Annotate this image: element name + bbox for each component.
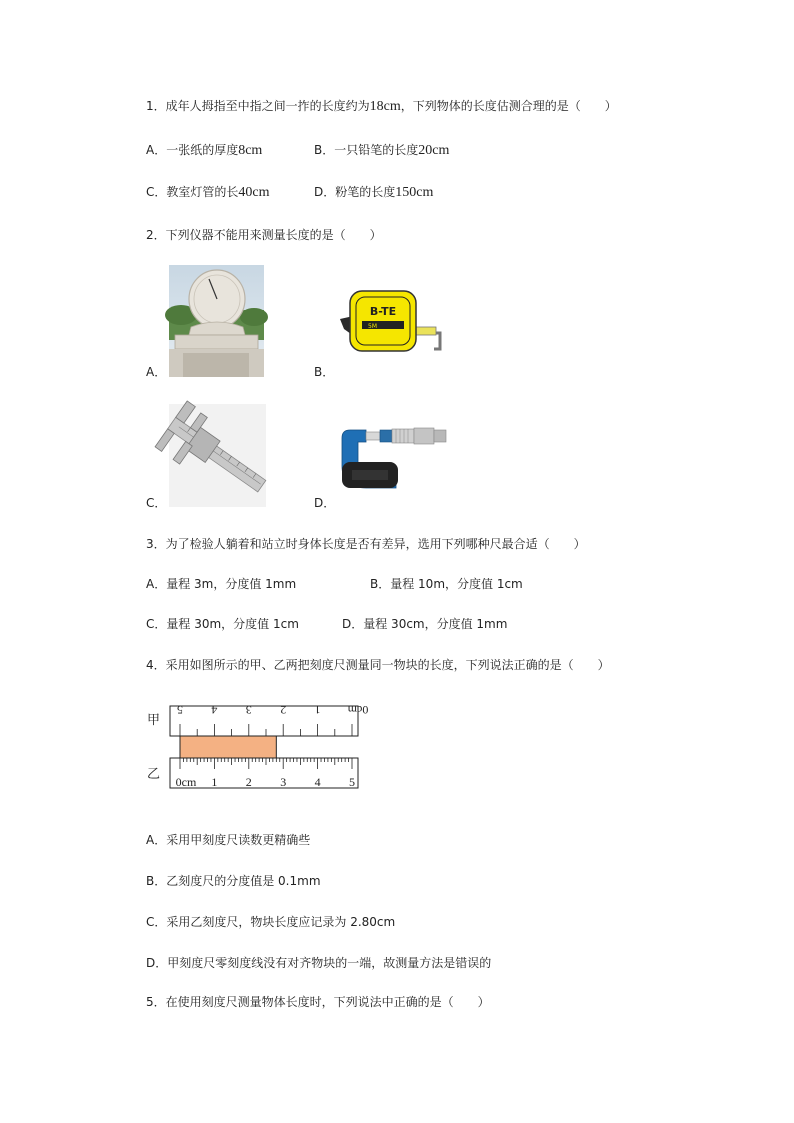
tape-sub-text: 5M xyxy=(368,323,377,330)
q1-option-d xyxy=(314,184,433,201)
ruler-a-tick-label: 2 xyxy=(280,703,287,717)
ruler-a-tick-label: 5 xyxy=(177,703,183,717)
micrometer-illustration xyxy=(336,418,450,494)
ruler-b-label: 乙 xyxy=(147,767,161,782)
tape-brand-text: B-TE xyxy=(369,305,397,318)
ruler-diagram xyxy=(145,700,369,795)
micrometer-image xyxy=(336,418,450,494)
q1-stem-value: 18cm xyxy=(369,99,401,114)
ruler-b-tick-label: 5 xyxy=(349,775,355,789)
q1-option-a xyxy=(146,142,262,159)
q2-option-b: B． xyxy=(314,365,335,379)
q2-option-c: C． xyxy=(146,496,167,510)
ruler-b-tick-label: 2 xyxy=(245,775,252,789)
ruler-b-tick-label: 0cm xyxy=(175,775,197,789)
ruler-a-tick-label: 1 xyxy=(314,703,321,717)
wood-block xyxy=(180,736,276,758)
ruler-a-label: 甲 xyxy=(147,713,161,728)
ruler-b-tick-label: 1 xyxy=(211,775,218,789)
q1-stem-part2: ，下列物体的长度估测合理的是（ ） xyxy=(400,99,617,113)
q2-option-d: D． xyxy=(314,496,336,510)
tape-measure-image xyxy=(336,283,444,361)
q1-option-b-value: 20cm xyxy=(418,143,450,158)
q4-option-d: D．甲刻度尺零刻度线没有对齐物块的一端，故测量方法是错误的 xyxy=(146,956,492,970)
q4-stem: 4．采用如图所示的甲、乙两把刻度尺测量同一物块的长度，下列说法正确的是（ ） xyxy=(146,658,610,672)
q4-option-b: B．乙刻度尺的分度值是 0.1mm xyxy=(146,874,321,888)
q1-option-a-value: 8cm xyxy=(238,143,263,158)
q1-option-a-text: A．一张纸的厚度 xyxy=(146,143,239,157)
vernier-caliper-illustration xyxy=(169,404,266,507)
vernier-caliper-image xyxy=(169,404,266,507)
q1-option-c-value: 40cm xyxy=(238,185,270,200)
sundial-image xyxy=(169,265,264,377)
q2-option-a: A． xyxy=(146,365,167,379)
q1-option-c xyxy=(146,184,270,201)
ruler-a-tick-label: 3 xyxy=(245,703,252,717)
q1-option-d-value: 150cm xyxy=(395,185,434,200)
q4-option-c: C．采用乙刻度尺，物块长度应记录为 2.80cm xyxy=(146,915,396,929)
q1-option-d-text: D．粉笔的长度 xyxy=(314,185,396,199)
tape-measure-illustration xyxy=(336,283,444,361)
q1-stem-part1: 1．成年人拇指至中指之间一拃的长度约为 xyxy=(146,99,370,113)
ruler-a-tick-label: 4 xyxy=(211,703,218,717)
q3-stem: 3．为了检验人躺着和站立时身体长度是否有差异，选用下列哪种尺最合适（ ） xyxy=(146,537,586,551)
q5-stem: 5．在使用刻度尺测量物体长度时，下列说法中正确的是（ ） xyxy=(146,995,490,1009)
q1-option-b xyxy=(314,142,449,159)
q4-option-a: A．采用甲刻度尺读数更精确些 xyxy=(146,833,311,847)
q1-stem xyxy=(146,98,617,115)
ruler-figure xyxy=(145,700,369,795)
ruler-b-tick-label: 3 xyxy=(280,775,287,789)
q3-option-c: C．量程 30m，分度值 1cm xyxy=(146,617,299,631)
sundial-illustration xyxy=(169,265,264,377)
q3-option-a: A．量程 3m，分度值 1mm xyxy=(146,577,297,591)
ruler-b-body xyxy=(170,758,358,788)
ruler-a-body xyxy=(170,706,358,736)
q1-option-c-text: C．教室灯管的长 xyxy=(146,185,239,199)
ruler-a-tick-label: 0cm xyxy=(347,703,369,717)
q1-option-b-text: B．一只铅笔的长度 xyxy=(314,143,419,157)
ruler-b-tick-label: 4 xyxy=(314,775,321,789)
q3-option-d: D．量程 30cm，分度值 1mm xyxy=(342,617,508,631)
q3-option-b: B．量程 10m，分度值 1cm xyxy=(370,577,523,591)
q2-stem: 2．下列仪器不能用来测量长度的是（ ） xyxy=(146,228,382,242)
